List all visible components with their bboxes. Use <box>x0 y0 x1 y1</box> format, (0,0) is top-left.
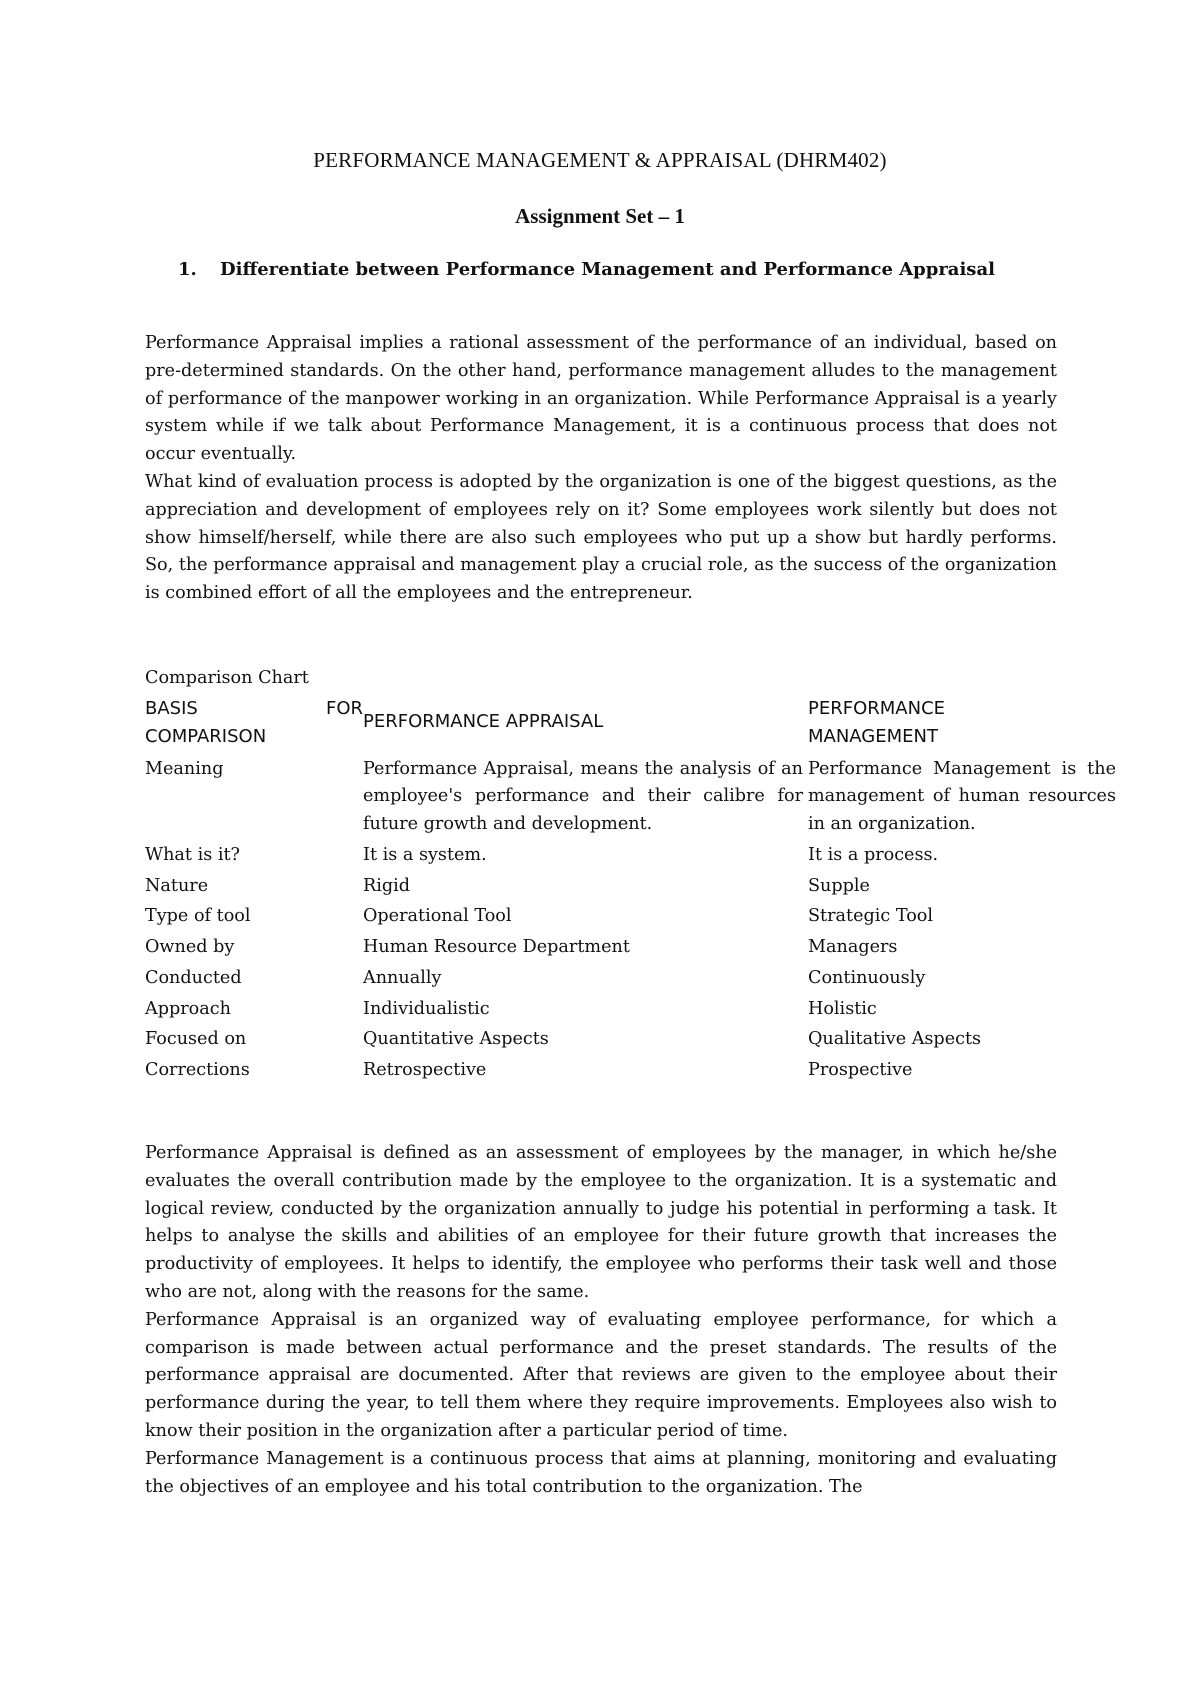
cell-management: Supple <box>808 875 870 896</box>
table-header-row <box>145 695 1116 751</box>
cell-basis: Approach <box>145 998 231 1019</box>
header-appraisal-text: PERFORMANCE APPRAISAL <box>363 711 604 732</box>
table-row <box>145 963 1116 994</box>
cell-appraisal: It is a system. <box>363 844 487 865</box>
cell-basis: Nature <box>145 875 209 896</box>
body-text <box>145 1140 1057 1501</box>
cell-appraisal-text: Performance Appraisal, means the analysis of an employee's performance and their calibre for future growth and development. <box>363 758 803 835</box>
cell-basis: Focused on <box>145 1029 247 1050</box>
cell-basis: Meaning <box>145 758 224 779</box>
comparison-table <box>145 695 1116 1086</box>
cell-appraisal: Annually <box>363 967 442 988</box>
comparison-chart-label: Comparison Chart <box>145 668 309 688</box>
assignment-subtitle: Assignment Set – 1 <box>515 204 685 228</box>
header-basis <box>145 695 363 751</box>
table-row <box>145 994 1116 1025</box>
intro-text <box>145 330 1057 608</box>
table-row <box>145 751 1116 839</box>
cell-management: Managers <box>808 937 898 958</box>
question-heading <box>178 259 995 280</box>
intro-paragraph: What kind of evaluation process is adopted by the organization is one of the biggest questions, as the appreciation and development of employees rely on it? Some employees work silently but does not show himself/herself, while there are also such employees who put up a show but hardly performs. So, the performance appraisal and management play a crucial role, as the success of the organization is combined effort of all the employees and the entrepreneur. <box>145 471 1057 604</box>
body-paragraph: Performance Management is a continuous process that aims at planning, monitoring and evaluating the objectives of an employee and his total contribution to the organization. The <box>145 1448 1057 1497</box>
header-for-word: FOR <box>325 698 363 719</box>
intro-paragraph: Performance Appraisal implies a rational assessment of the performance of an individual, based on pre-determined standards. On the other hand, performance management alludes to the management of performance of the manpower working in an organization. While Performance Appraisal is a yearly system while if we talk about Performance Management, it is a continuous process that does not occur eventually. <box>145 333 1057 465</box>
question-number: 1. <box>178 259 197 280</box>
cell-appraisal: Human Resource Department <box>363 937 630 958</box>
cell-management <box>808 751 1116 839</box>
cell-management: Prospective <box>808 1059 913 1080</box>
body-paragraph: Performance Appraisal is defined as an assessment of employees by the manager, in which he/she evaluates the overall contribution made by the employee to the organization. It is a systematic and logical review, conducted by the organization annually to judge his potential in performing a task. It helps to analyse the skills and abilities of an employee for their future growth that increases the productivity of employees. It helps to identify, the employee who performs their task well and those who are not, along with the reasons for the same. <box>145 1143 1057 1302</box>
cell-management: Holistic <box>808 998 877 1019</box>
table-row <box>145 1055 1116 1086</box>
cell-appraisal: Operational Tool <box>363 906 512 927</box>
table-row <box>145 839 1116 871</box>
cell-basis: What is it? <box>145 844 240 865</box>
cell-appraisal: Rigid <box>363 875 411 896</box>
cell-basis: Owned by <box>145 937 235 958</box>
document-title: PERFORMANCE MANAGEMENT & APPRAISAL (DHRM402) <box>313 148 887 172</box>
cell-appraisal: Individualistic <box>363 998 490 1019</box>
header-management <box>808 695 1116 751</box>
cell-management: It is a process. <box>808 844 939 865</box>
cell-appraisal: Retrospective <box>363 1059 487 1080</box>
cell-management-text: Performance Management is the management of human resources in an organization. <box>808 758 1116 835</box>
table-row <box>145 901 1116 932</box>
header-appraisal <box>363 695 808 751</box>
cell-appraisal <box>363 751 808 839</box>
cell-basis: Type of tool <box>145 906 251 927</box>
cell-appraisal: Quantitative Aspects <box>363 1029 549 1050</box>
cell-management: Strategic Tool <box>808 906 934 927</box>
header-comparison-word: COMPARISON <box>145 725 267 747</box>
table-row <box>145 932 1116 963</box>
body-paragraph: Performance Appraisal is an organized way of evaluating employee performance, for which a comparison is made between actual performance and the preset standards. The results of the performance appraisal are documented. After that reviews are given to the employee about their performance during the year, to tell them where they require improvements. Employees also wish to know their position in the organization after a particular period of time. <box>145 1309 1057 1441</box>
cell-management: Qualitative Aspects <box>808 1029 982 1050</box>
table-row <box>145 871 1116 902</box>
header-basis-word: BASIS <box>145 698 198 719</box>
cell-basis: Conducted <box>145 967 242 988</box>
question-text: Differentiate between Performance Management and Performance Appraisal <box>220 259 995 280</box>
cell-management: Continuously <box>808 967 926 988</box>
table-row <box>145 1024 1116 1055</box>
header-management-text: PERFORMANCE MANAGEMENT <box>808 698 946 747</box>
cell-basis: Corrections <box>145 1059 250 1080</box>
